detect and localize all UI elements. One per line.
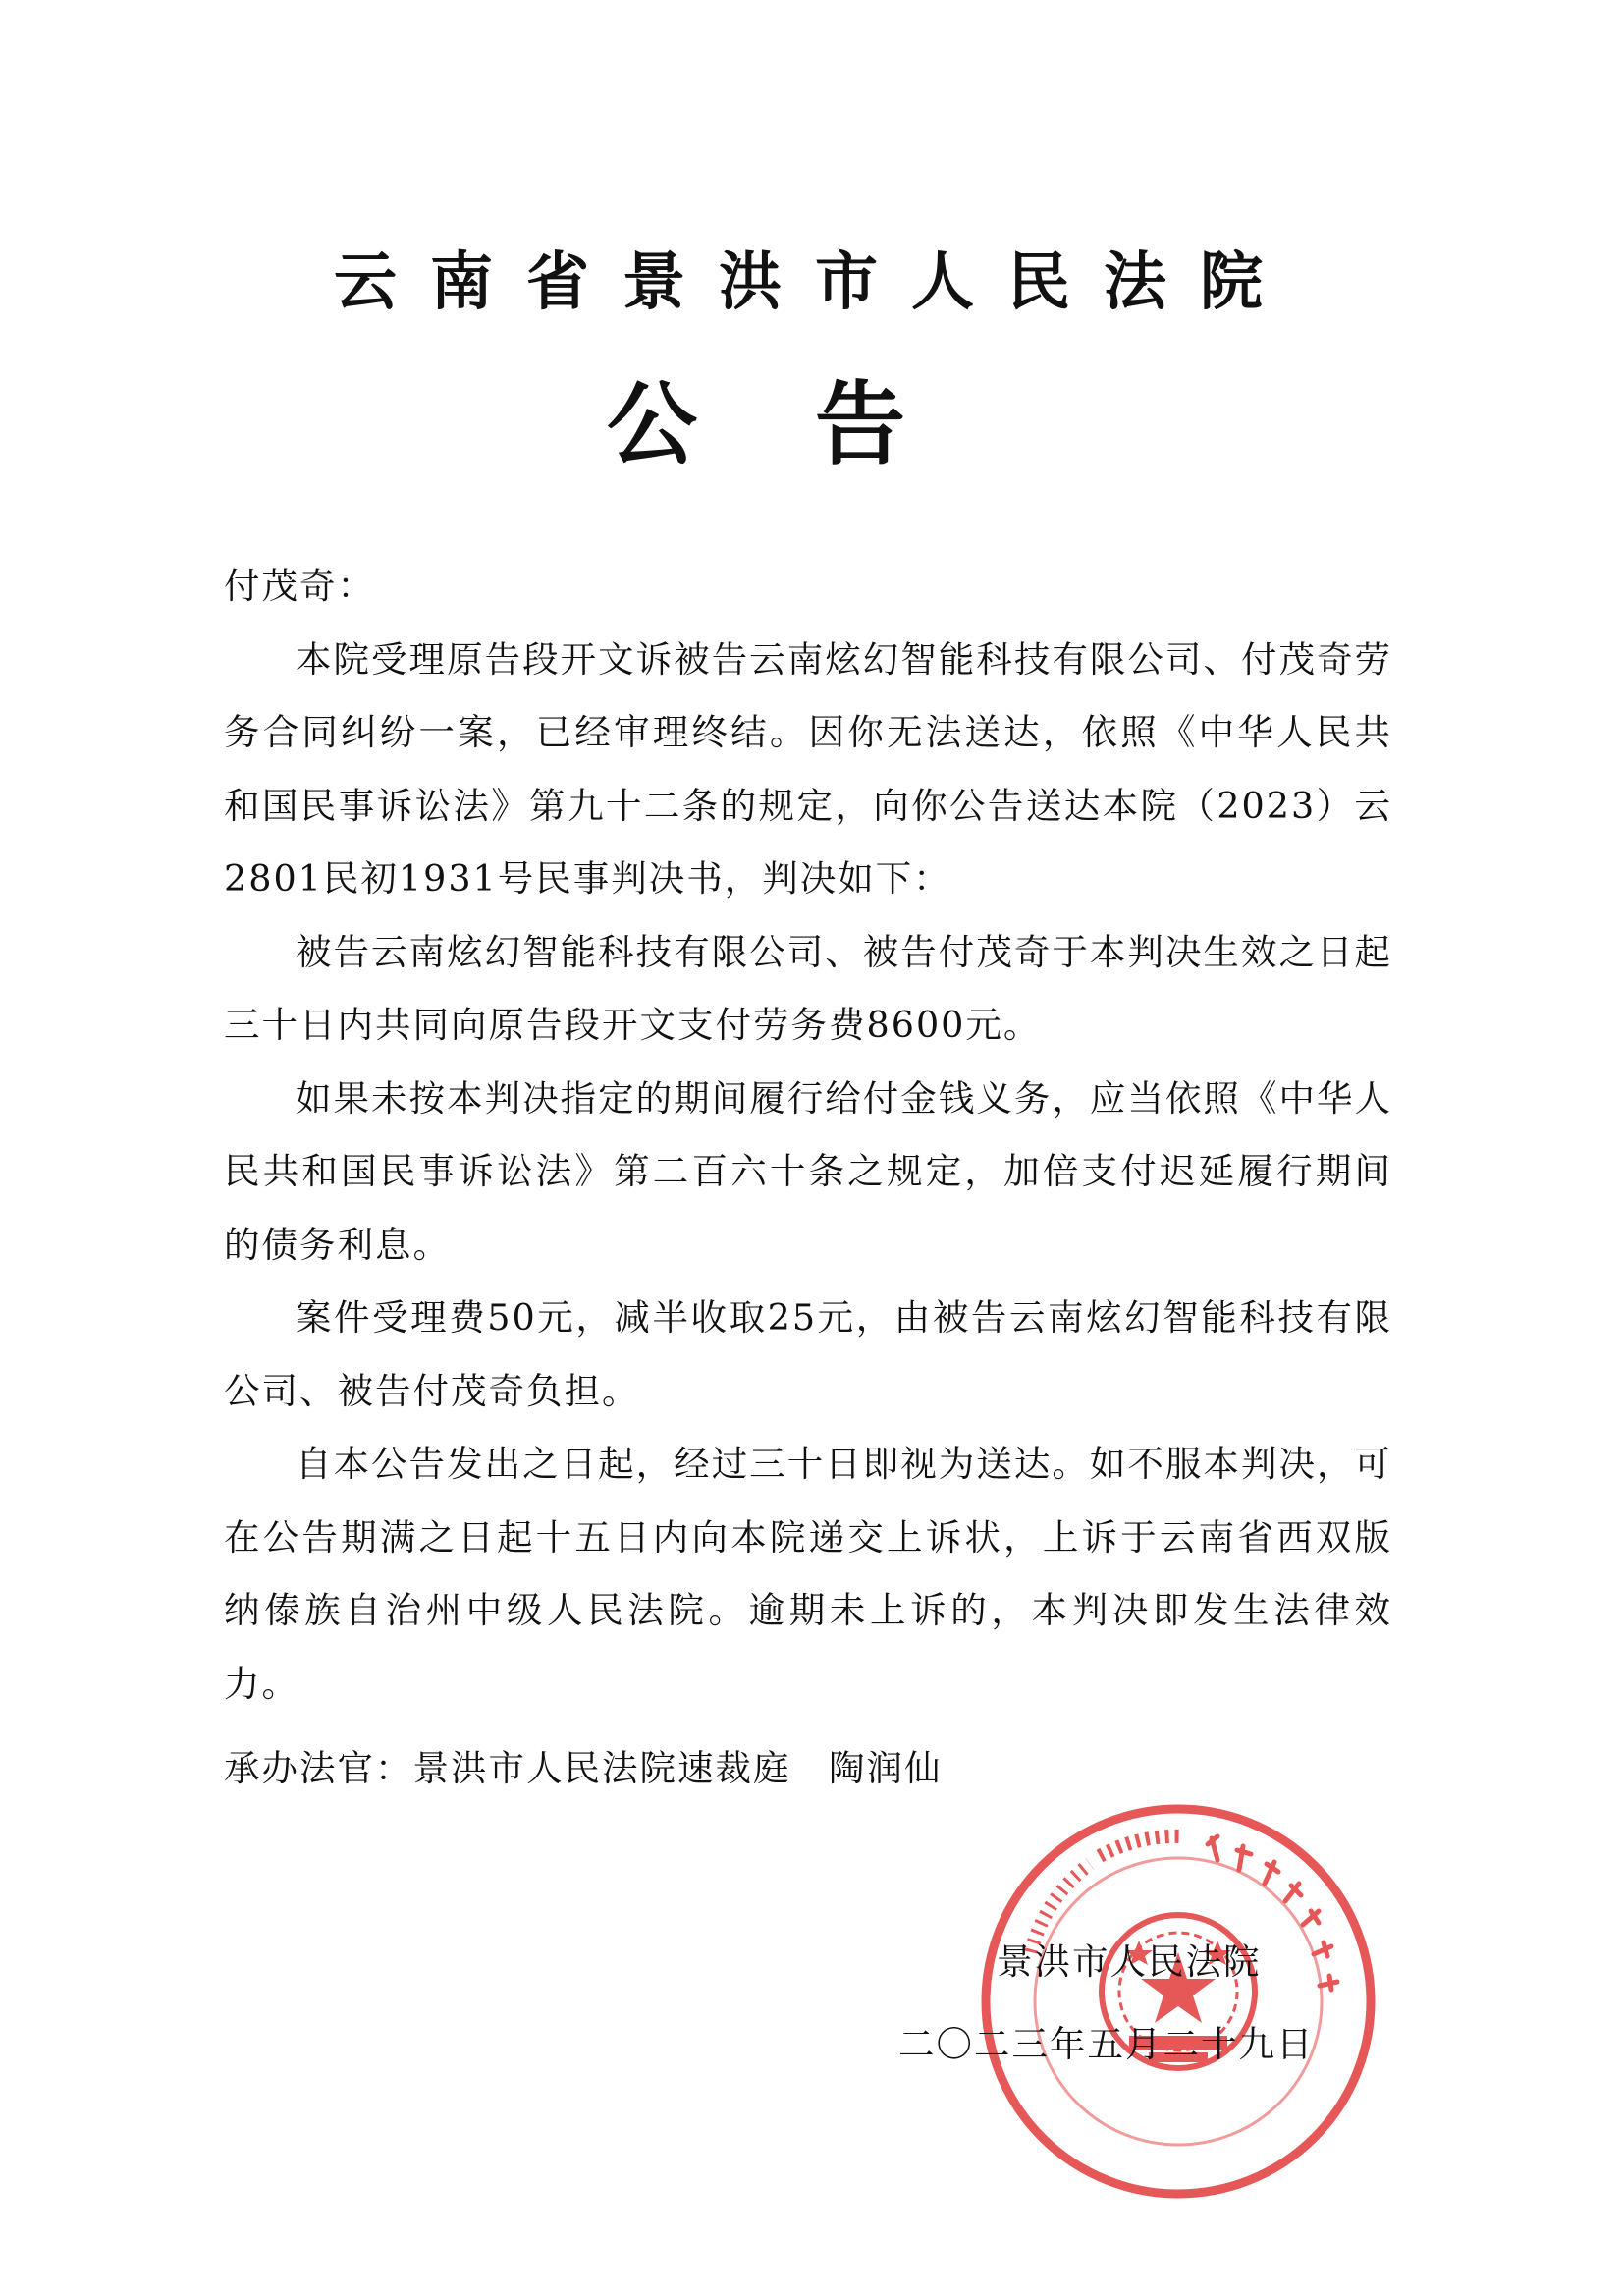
paragraph-case-summary: 本院受理原告段开文诉被告云南炫幻智能科技有限公司、付茂奇劳务合同纠纷一案，已经审理终结。因你无法送达，依照《中华人民共和国民事诉讼法》第九十二条的规定，向你公告送达本院（2023）云2801民初1931号民事判决书，判决如下： [224, 637, 1392, 900]
announcement-body [224, 550, 1392, 1721]
issuing-court-signature: 景洪市人民法院 [997, 1941, 1262, 1983]
paragraph-delay-interest: 如果未按本判决指定的期间履行给付金钱义务，应当依照《中华人民共和国民事诉讼法》第二百六十条之规定，加倍支付迟延履行期间的债务利息。 [224, 1076, 1392, 1266]
paragraph-court-fee: 案件受理费50元，减半收取25元，由被告云南炫幻智能科技有限公司、被告付茂奇负担。 [224, 1296, 1392, 1412]
paragraph-judgment: 被告云南炫幻智能科技有限公司、被告付茂奇于本判决生效之日起三十日内共同向原告段开文支付劳务费8600元。 [224, 930, 1392, 1046]
salutation: 付茂奇： [224, 565, 375, 607]
paragraph-service-appeal: 自本公告发出之日起，经过三十日即视为送达。如不服本判决，可在公告期满之日起十五日内向本院递交上诉状，上诉于云南省西双版纳傣族自治州中级人民法院。逾期未上诉的，本判决即发生法律效力。 [224, 1443, 1392, 1705]
document-title: 公告 [606, 372, 1023, 477]
issue-date: 二〇二三年五月二十九日 [898, 2023, 1315, 2065]
court-name-heading: 云南省景洪市人民法院 [334, 246, 1296, 319]
presiding-judge-line: 承办法官：景洪市人民法院速裁庭 陶润仙 [224, 1747, 943, 1789]
court-seal-stamp [972, 1795, 1384, 2208]
